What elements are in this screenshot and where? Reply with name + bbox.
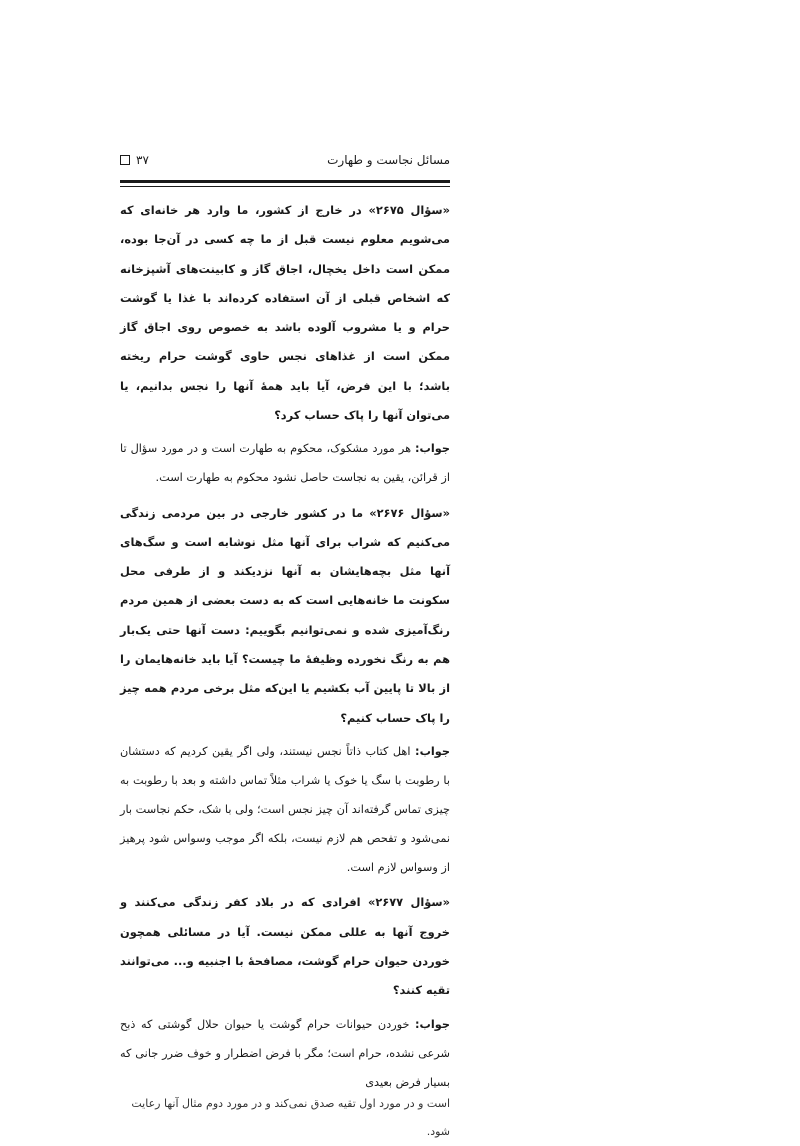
question-number: سؤال ۲۶۷۶ [376, 505, 443, 520]
header-rule-thick [120, 180, 450, 183]
answer-text: خوردن حیوانات حرام گوشت یا حیوان حلال گوشتی که ذبح شرعی نشده، حرام است؛ مگر با فرض اضطرار و خوف ضرر جانی که بسیار فرض بعیدی [120, 1017, 450, 1089]
page-number-text: ۳۷ [136, 153, 149, 167]
square-ornament-icon [120, 155, 130, 165]
answer-label: جواب: [415, 1017, 450, 1031]
answer-text: اهل کتاب ذاتاً نجس نیستند، ولی اگر یقین کردیم که دستشان با رطوبت با سگ یا خوک یا شراب مثلاً تماس داشته و بعد با رطوبت به چیزی تماس گرفته‌اند آن چیز نجس است؛ ولی با شک، حکم نجاست بار نمی‌شود و تفحص هم لازم نیست، بلکه اگر موجب وسواس شود پرهیز از وسواس لازم است. [120, 744, 450, 875]
document-page [120, 0, 451, 1138]
answer-2675 [120, 434, 450, 492]
question-2676: «سؤال ۲۶۷۶» ما در کشور خارجی در بین مردمی زندگی می‌کنیم که شراب برای آنها مثل نوشابه است و سگ‌های آنها مثل بچه‌هایشان به آنها نزدیکند و از طرفی محل سکونت ما خانه‌هایی است که به دست بعضی از همین مردم رنگ‌آمیزی شده و نمی‌توانیم بگوییم: دست آنها حتی یک‌بار هم به رنگ نخورده وظیفهٔ ما چیست؟ آیا باید خانه‌هایمان را از بالا تا پایین آب بکشیم یا این‌که مثل برخی مردم همه چیز را پاک حساب کنیم؟ [120, 505, 450, 725]
answer-label: جواب: [415, 744, 451, 758]
question-text: در خارج از کشور، ما وارد هر خانه‌ای که می‌شویم معلوم نیست قبل از ما چه کسی در آن‌جا بوده، ممکن است داخل یخچال، اجاق گاز و کابینت‌های آشپزخانه که اشخاص قبلی از آن استفاده کرده‌اند با غذا یا گوشت حرام و یا مشروب آلوده باشد به خصوص روی اجاق گاز ممکن است از غذاهای نجس حاوی گوشت حرام ریخته باشد؛ با این فرض، آیا باید همهٔ آنها را نجس بدانیم، یا می‌توان آنها را پاک حساب کرد؟ [120, 203, 450, 423]
cut-off-line: است و در مورد اول تقیه صدق نمی‌کند و در مورد دوم مثال آنها رعایت شود. [131, 1097, 450, 1138]
question-number: سؤال ۲۶۷۷ [375, 895, 443, 910]
answer-2677 [120, 1010, 450, 1097]
question-2677: «سؤال ۲۶۷۷» افرادی که در بلاد کفر زندگی می‌کنند و خروج آنها به عللی ممکن نیست. آیا در مسائلی همچون خوردن حیوان حرام گوشت، مصافحهٔ با اجنبیه و... می‌توانند تقیه کنند؟ [120, 895, 450, 998]
question-text: ما در کشور خارجی در بین مردمی زندگی می‌کنیم که شراب برای آنها مثل نوشابه است و سگ‌های آنها مثل بچه‌هایشان به آنها نزدیکند و از طرفی محل سکونت ما خانه‌هایی است که به دست بعضی از همین مردم رنگ‌آمیزی شده و نمی‌توانیم بگوییم: دست آنها حتی یک‌بار هم به رنگ نخورده وظیفهٔ ما چیست؟ آیا باید خانه‌هایمان را از بالا تا پایین آب بکشیم یا این‌که مثل برخی مردم همه چیز را پاک حساب کنیم؟ [120, 505, 450, 725]
question-number: سؤال ۲۶۷۵ [375, 203, 443, 217]
answer-label: جواب: [415, 442, 450, 456]
question-text: افرادی که در بلاد کفر زندگی می‌کنند و خروج آنها به عللی ممکن نیست. آیا در مسائلی همچون خوردن حیوان حرام گوشت، مصافحهٔ با اجنبیه و... می‌توانند تقیه کنند؟ [120, 895, 450, 998]
question-2675: «سؤال ۲۶۷۵» در خارج از کشور، ما وارد هر خانه‌ای که می‌شویم معلوم نیست قبل از ما چه کسی در آن‌جا بوده، ممکن است داخل یخچال، اجاق گاز و کابینت‌های آشپزخانه که اشخاص قبلی از آن استفاده کرده‌اند با غذا یا گوشت حرام و یا مشروب آلوده باشد به خصوص روی اجاق گاز ممکن است از غذاهای نجس حاوی گوشت حرام ریخته باشد؛ با این فرض، آیا باید همهٔ آنها را نجس بدانیم، یا می‌توان آنها را پاک حساب کرد؟ [120, 203, 450, 423]
page-number [120, 153, 149, 167]
answer-text: هر مورد مشکوک، محکوم به طهارت است و در مورد سؤال تا از قرائن، یقین به نجاست حاصل نشود محکوم به طهارت است. [120, 442, 450, 485]
page-body [120, 196, 450, 1097]
answer-2676 [120, 737, 450, 882]
page-header [120, 148, 450, 172]
header-rule-thin [120, 186, 450, 187]
running-title: مسائل نجاست و طهارت [327, 153, 450, 167]
